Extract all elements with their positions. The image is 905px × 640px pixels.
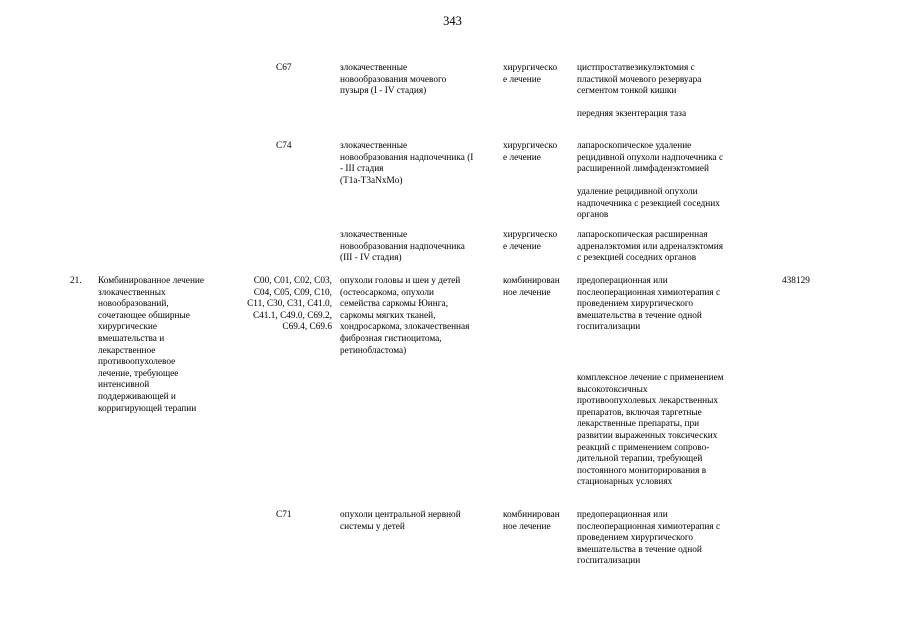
- treatment-c67: хирургическо е лечение: [503, 63, 558, 85]
- treatment-c71: комбинирован ное лечение: [503, 510, 560, 532]
- group-codes: C00, C01, C02, C03, C04, C05, C09, C10, C11, C30, C31, C41.0, C41.1, C49.0, C69.2, C69.4, C69.6: [247, 276, 332, 333]
- treatment-c74-early: хирургическо е лечение: [503, 141, 558, 163]
- method-head-neck: предоперационная или послеоперационная химиотерапия с проведением хирургического вмешательства в течение одной госпитализации: [577, 276, 721, 333]
- method-c74-early: лапароскопическое удаление рецидивной опухоли надпочечника с расширенной лимфаденэктомией: [577, 141, 724, 175]
- diagnosis-c74-late: злокачественные новообразования надпочечника (III - IV стадия): [340, 230, 465, 264]
- treatment-head-neck: комбинирован ное лечение: [503, 276, 560, 298]
- code-c74: C74: [276, 141, 292, 151]
- method-c71: предоперационная или послеоперационная химиотерапия с проведением хирургического вмешательства в течение одной госпитализации: [577, 510, 721, 567]
- treatment-c74-late: хирургическо е лечение: [503, 230, 558, 252]
- group-number: 21.: [70, 276, 82, 286]
- page-number: 343: [443, 14, 462, 28]
- method2-c67: передняя экзентерация таза: [577, 109, 687, 119]
- diagnosis-c67: злокачественные новообразования мочевого пузыря (I - IV стадия): [340, 63, 447, 97]
- method2-c74-early: удаление рецидивной опухоли надпочечника с резекцией соседних органов: [577, 187, 720, 221]
- group-cost: 438129: [782, 276, 810, 286]
- diagnosis-head-neck: опухоли головы и шеи у детей (остеосаркома, опухоли семейства саркомы Юинга, саркомы мягких тканей, хондросаркома, злокачественная фиброзная гистиоцитома, ретинобластома): [340, 276, 470, 356]
- code-c67: C67: [276, 63, 292, 73]
- diagnosis-c71: опухоли центральной нервной системы у детей: [340, 510, 461, 532]
- method-c74-late: лапароскопическая расширенная адреналэктомия или адреналэктомия с резекцией соседних органов: [577, 230, 724, 264]
- diagnosis-c74-early: злокачественные новообразования надпочечника (I - III стадия (T1a-T3aNxMo): [340, 141, 474, 186]
- method-c67: цистпростатвезикулэктомия с пластикой мочевого резервуара сегментом тонкой кишки: [577, 63, 702, 97]
- method2-head-neck: комплексное лечение с применением высокотоксичных противоопухолевых лекарственных препаратов, включая таргетные лекарственные препараты, при развитии выраженных токсических реакций с применением сопрово- дительной терапии, требующей постоянного мониторирования в стационарных условиях: [577, 373, 724, 488]
- code-c71: C71: [276, 510, 292, 520]
- group-name: Комбинированное лечение злокачественных новообразований, сочетающее обширные хирургические вмешательства и лекарственное противоопухолевое лечение, требующее интенсивной поддерживающей и корригирующей терапии: [98, 276, 205, 414]
